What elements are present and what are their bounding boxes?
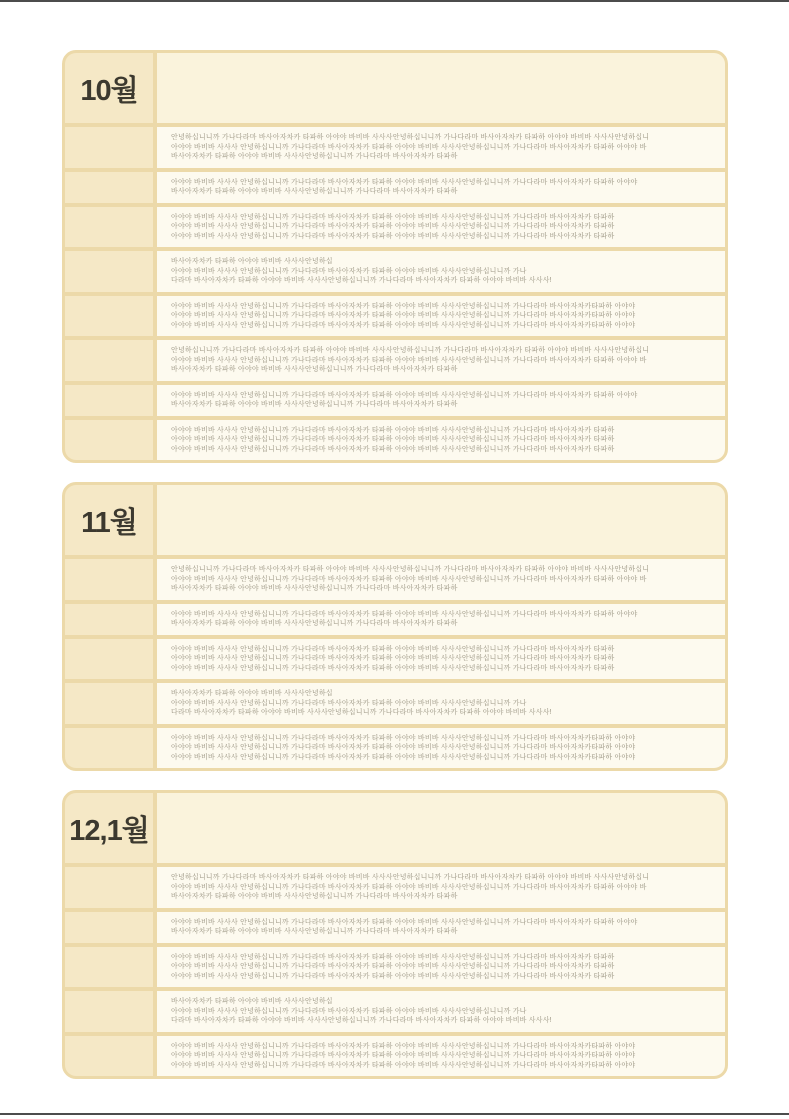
text-line: 아야야 바비바 사사사 안녕하십니니까 가나다라마 바사아자차카 타파하 아야야 바비바 사사사안녕하십니니까 가나다라마 바사아자차카 타파하 아야야 bbox=[171, 918, 638, 926]
table-row bbox=[65, 912, 725, 943]
text-line: 아야야 바비바 사사사 안녕하십니니까 가나다라마 바사아자차카 타파하 아야야 바비바 사사사안녕하십니니까 가나다라마 바사아자차카 타파하 아야야 바 bbox=[171, 356, 647, 364]
row-notes-cell bbox=[157, 728, 725, 769]
text-line: 아야야 바비바 사사사 안녕하십니니까 가나다라마 바사아자차카 타파하 아야야 바비바 사사사안녕하십니니까 가나다라마 바사아자차카 타파하 bbox=[171, 953, 615, 961]
row-label-cell bbox=[65, 991, 153, 1032]
table-row bbox=[65, 385, 725, 416]
row-label-cell bbox=[65, 947, 153, 988]
text-line: 바사아자차카 타파하 아야야 바비바 사사사안녕하십니니까 가나다라마 바사아자차카 타파하 bbox=[171, 188, 458, 195]
row-label-cell bbox=[65, 340, 153, 381]
row-label-cell bbox=[65, 127, 153, 168]
text-line: 아야야 바비바 사사사 안녕하십니니까 가나다라마 바사아자차카 타파하 아야야 바비바 사사사안녕하십니니까 가나 bbox=[171, 267, 527, 275]
text-line: 아야야 바비바 사사사 안녕하십니니까 가나다라마 바사아자차카 타파하 아야야 바비바 사사사안녕하십니니까 가나다라마 바사아자차카타파하 아야야 bbox=[171, 1061, 636, 1069]
row-label-cell bbox=[65, 683, 153, 724]
text-line: 아야야 바비바 사사사 안녕하십니니까 가나다라마 바사아자차카 타파하 아야야 바비바 사사사안녕하십니니까 가나 bbox=[171, 1007, 527, 1015]
row-label-cell bbox=[65, 296, 153, 337]
text-line: 아야야 바비바 사사사 안녕하십니니까 가나다라마 바사아자차카 타파하 아야야 바비바 사사사안녕하십니니까 가나다라마 바사아자차카 타파하 bbox=[171, 972, 615, 980]
text-line: 바사아자차카 타파하 아야야 바비바 사사사안녕하십니니까 가나다라마 바사아자차카 타파하 bbox=[171, 893, 458, 900]
text-line: 아야야 바비바 사사사 안녕하십니니까 가나다라마 바사아자차카 타파하 아야야 바비바 사사사안녕하십니니까 가나다라마 바사아자차카 타파하 아야야 bbox=[171, 391, 638, 399]
text-line: 아야야 바비바 사사사 안녕하십니니까 가나다라마 바사아자차카 타파하 아야야 바비바 사사사안녕하십니니까 가나다라마 바사아자차카타파하 아야야 bbox=[171, 321, 636, 329]
text-line: 아야야 바비바 사사사 안녕하십니니까 가나다라마 바사아자차카 타파하 아야야 바비바 사사사안녕하십니니까 가나다라마 바사아자차카타파하 아야야 bbox=[171, 734, 636, 742]
text-line: 안녕하십니니까 가나다라마 바사아자차카 타파하 아야야 바비바 사사사안녕하십니니까 가나다라마 바사아자차카 타파하 아야야 바비바 사사사안녕하십니 bbox=[171, 347, 650, 354]
text-line: 바사아자차카 타파하 아야야 바비바 사사사안녕하십니니까 가나다라마 바사아자차카 타파하 bbox=[171, 928, 458, 935]
table-row bbox=[65, 947, 725, 988]
row-notes-cell bbox=[157, 420, 725, 461]
month-header-notes-cell bbox=[157, 793, 725, 863]
month-header-row bbox=[65, 485, 725, 555]
text-line: 아야야 바비바 사사사 안녕하십니니까 가나다라마 바사아자차카 타파하 아야야 바비바 사사사안녕하십니니까 가나다라마 바사아자차카 타파하 아야야 바 bbox=[171, 143, 647, 151]
table-row bbox=[65, 604, 725, 635]
month-section bbox=[62, 50, 728, 463]
text-line: 아야야 바비바 사사사 안녕하십니니까 가나다라마 바사아자차카 타파하 아야야 바비바 사사사안녕하십니니까 가나다라마 바사아자차카타파하 아야야 bbox=[171, 753, 636, 761]
text-line: 다라마 바사아자차카 타파하 아야야 바비바 사사사안녕하십니니까 가나다라마 바사아자차카 타파하 아야야 바비바 사사사! bbox=[171, 277, 552, 284]
table-row bbox=[65, 639, 725, 680]
text-line: 아야야 바비바 사사사 안녕하십니니까 가나다라마 바사아자차카 타파하 아야야 바비바 사사사안녕하십니니까 가나다라마 바사아자차카 타파하 bbox=[171, 223, 615, 230]
row-label-cell bbox=[65, 207, 153, 248]
table-row bbox=[65, 340, 725, 381]
row-label-cell bbox=[65, 1036, 153, 1077]
month-header-row bbox=[65, 793, 725, 863]
row-notes-cell bbox=[157, 912, 725, 943]
text-line: 아야야 바비바 사사사 안녕하십니니까 가나다라마 바사아자차카 타파하 아야야 바비바 사사사안녕하십니니까 가나다라마 바사아자차카 타파하 bbox=[171, 213, 615, 221]
row-label-cell bbox=[65, 559, 153, 600]
text-line: 아야야 바비바 사사사 안녕하십니니까 가나다라마 바사아자차카 타파하 아야야 바비바 사사사안녕하십니니까 가나다라마 바사아자차카 타파하 아야야 바 bbox=[171, 575, 647, 583]
text-line: 바사아자차카 타파하 아야야 바비바 사사사안녕하십 bbox=[171, 690, 333, 697]
text-line: 바사아자차카 타파하 아야야 바비바 사사사안녕하십니니까 가나다라마 바사아자차카 타파하 bbox=[171, 153, 458, 160]
text-line: 안녕하십니니까 가나다라마 바사아자차카 타파하 아야야 바비바 사사사안녕하십니니까 가나다라마 바사아자차카 타파하 아야야 바비바 사사사안녕하십니 bbox=[171, 134, 650, 141]
text-line: 아야야 바비바 사사사 안녕하십니니까 가나다라마 바사아자차카 타파하 아야야 바비바 사사사안녕하십니니까 가나다라마 바사아자차카 타파하 bbox=[171, 664, 615, 672]
month-label: 11월 bbox=[65, 485, 153, 555]
text-line: 아야야 바비바 사사사 안녕하십니니까 가나다라마 바사아자차카 타파하 아야야 바비바 사사사안녕하십니니까 가나다라마 바사아자차카 타파하 아야야 bbox=[171, 610, 638, 618]
text-line: 아야야 바비바 사사사 안녕하십니니까 가나다라마 바사아자차카 타파하 아야야 바비바 사사사안녕하십니니까 가나다라마 바사아자차카 타파하 bbox=[171, 426, 615, 434]
row-notes-cell bbox=[157, 991, 725, 1032]
row-notes-cell bbox=[157, 340, 725, 381]
row-notes-cell bbox=[157, 385, 725, 416]
text-line: 아야야 바비바 사사사 안녕하십니니까 가나다라마 바사아자차카 타파하 아야야 바비바 사사사안녕하십니니까 가나다라마 바사아자차카 타파하 bbox=[171, 436, 615, 443]
row-notes-cell bbox=[157, 1036, 725, 1077]
table-row bbox=[65, 683, 725, 724]
row-label-cell bbox=[65, 420, 153, 461]
text-line: 바사아자차카 타파하 아야야 바비바 사사사안녕하십니니까 가나다라마 바사아자차카 타파하 bbox=[171, 401, 458, 408]
month-label: 10월 bbox=[65, 53, 153, 123]
text-line: 안녕하십니니까 가나다라마 바사아자차카 타파하 아야야 바비바 사사사안녕하십니니까 가나다라마 바사아자차카 타파하 아야야 바비바 사사사안녕하십니 bbox=[171, 566, 650, 573]
text-line: 아야야 바비바 사사사 안녕하십니니까 가나다라마 바사아자차카 타파하 아야야 바비바 사사사안녕하십니니까 가나다라마 바사아자차카타파하 아야야 bbox=[171, 1052, 636, 1059]
row-notes-cell bbox=[157, 127, 725, 168]
text-line: 아야야 바비바 사사사 안녕하십니니까 가나다라마 바사아자차카 타파하 아야야 바비바 사사사안녕하십니니까 가나 bbox=[171, 699, 527, 707]
table-row bbox=[65, 127, 725, 168]
row-notes-cell bbox=[157, 251, 725, 292]
page-top-rule bbox=[0, 0, 789, 2]
text-line: 아야야 바비바 사사사 안녕하십니니까 가나다라마 바사아자차카 타파하 아야야 바비바 사사사안녕하십니니까 가나다라마 바사아자차카타파하 아야야 bbox=[171, 1042, 636, 1050]
text-line: 아야야 바비바 사사사 안녕하십니니까 가나다라마 바사아자차카 타파하 아야야 바비바 사사사안녕하십니니까 가나다라마 바사아자차카타파하 아야야 bbox=[171, 312, 636, 319]
text-line: 아야야 바비바 사사사 안녕하십니니까 가나다라마 바사아자차카 타파하 아야야 바비바 사사사안녕하십니니까 가나다라마 바사아자차카 타파하 bbox=[171, 645, 615, 653]
text-line: 바사아자차카 타파하 아야야 바비바 사사사안녕하십 bbox=[171, 998, 333, 1005]
row-notes-cell bbox=[157, 867, 725, 908]
month-section bbox=[62, 482, 728, 771]
text-line: 바사아자차카 타파하 아야야 바비바 사사사안녕하십니니까 가나다라마 바사아자차카 타파하 bbox=[171, 585, 458, 592]
table-row bbox=[65, 867, 725, 908]
table-row bbox=[65, 420, 725, 461]
text-line: 바사아자차카 타파하 아야야 바비바 사사사안녕하십 bbox=[171, 258, 333, 265]
text-line: 다라마 바사아자차카 타파하 아야야 바비바 사사사안녕하십니니까 가나다라마 바사아자차카 타파하 아야야 바비바 사사사! bbox=[171, 1017, 552, 1024]
row-label-cell bbox=[65, 172, 153, 203]
table-row bbox=[65, 728, 725, 769]
month-header-notes-cell bbox=[157, 485, 725, 555]
row-label-cell bbox=[65, 639, 153, 680]
month-board bbox=[62, 50, 728, 1079]
text-line: 아야야 바비바 사사사 안녕하십니니까 가나다라마 바사아자차카 타파하 아야야 바비바 사사사안녕하십니니까 가나다라마 바사아자차카타파하 아야야 bbox=[171, 744, 636, 751]
table-row bbox=[65, 296, 725, 337]
month-header-row bbox=[65, 53, 725, 123]
month-label: 12,1월 bbox=[65, 793, 153, 863]
text-line: 아야야 바비바 사사사 안녕하십니니까 가나다라마 바사아자차카 타파하 아야야 바비바 사사사안녕하십니니까 가나다라마 바사아자차카 타파하 아야야 바 bbox=[171, 883, 647, 891]
row-label-cell bbox=[65, 251, 153, 292]
month-header-notes-cell bbox=[157, 53, 725, 123]
row-notes-cell bbox=[157, 683, 725, 724]
text-line: 아야야 바비바 사사사 안녕하십니니까 가나다라마 바사아자차카 타파하 아야야 바비바 사사사안녕하십니니까 가나다라마 바사아자차카 타파하 bbox=[171, 445, 615, 453]
table-row bbox=[65, 251, 725, 292]
row-notes-cell bbox=[157, 639, 725, 680]
text-line: 안녕하십니니까 가나다라마 바사아자차카 타파하 아야야 바비바 사사사안녕하십니니까 가나다라마 바사아자차카 타파하 아야야 바비바 사사사안녕하십니 bbox=[171, 874, 650, 881]
text-line: 아야야 바비바 사사사 안녕하십니니까 가나다라마 바사아자차카 타파하 아야야 바비바 사사사안녕하십니니까 가나다라마 바사아자차카 타파하 bbox=[171, 232, 615, 240]
row-label-cell bbox=[65, 604, 153, 635]
row-label-cell bbox=[65, 912, 153, 943]
table-row bbox=[65, 172, 725, 203]
row-label-cell bbox=[65, 728, 153, 769]
row-notes-cell bbox=[157, 604, 725, 635]
text-line: 다라마 바사아자차카 타파하 아야야 바비바 사사사안녕하십니니까 가나다라마 바사아자차카 타파하 아야야 바비바 사사사! bbox=[171, 709, 552, 716]
month-section bbox=[62, 790, 728, 1079]
table-row bbox=[65, 1036, 725, 1077]
text-line: 아야야 바비바 사사사 안녕하십니니까 가나다라마 바사아자차카 타파하 아야야 바비바 사사사안녕하십니니까 가나다라마 바사아자차카 타파하 bbox=[171, 963, 615, 970]
text-line: 아야야 바비바 사사사 안녕하십니니까 가나다라마 바사아자차카 타파하 아야야 바비바 사사사안녕하십니니까 가나다라마 바사아자차카 타파하 아야야 bbox=[171, 178, 638, 186]
table-row bbox=[65, 991, 725, 1032]
row-notes-cell bbox=[157, 296, 725, 337]
row-notes-cell bbox=[157, 559, 725, 600]
text-line: 바사아자차카 타파하 아야야 바비바 사사사안녕하십니니까 가나다라마 바사아자차카 타파하 bbox=[171, 620, 458, 627]
page-bottom-rule bbox=[0, 1113, 789, 1115]
text-line: 아야야 바비바 사사사 안녕하십니니까 가나다라마 바사아자차카 타파하 아야야 바비바 사사사안녕하십니니까 가나다라마 바사아자차카 타파하 bbox=[171, 655, 615, 662]
table-row bbox=[65, 559, 725, 600]
row-label-cell bbox=[65, 867, 153, 908]
table-row bbox=[65, 207, 725, 248]
text-line: 바사아자차카 타파하 아야야 바비바 사사사안녕하십니니까 가나다라마 바사아자차카 타파하 bbox=[171, 366, 458, 373]
row-notes-cell bbox=[157, 207, 725, 248]
row-notes-cell bbox=[157, 172, 725, 203]
row-label-cell bbox=[65, 385, 153, 416]
row-notes-cell bbox=[157, 947, 725, 988]
text-line: 아야야 바비바 사사사 안녕하십니니까 가나다라마 바사아자차카 타파하 아야야 바비바 사사사안녕하십니니까 가나다라마 바사아자차카타파하 아야야 bbox=[171, 302, 636, 310]
